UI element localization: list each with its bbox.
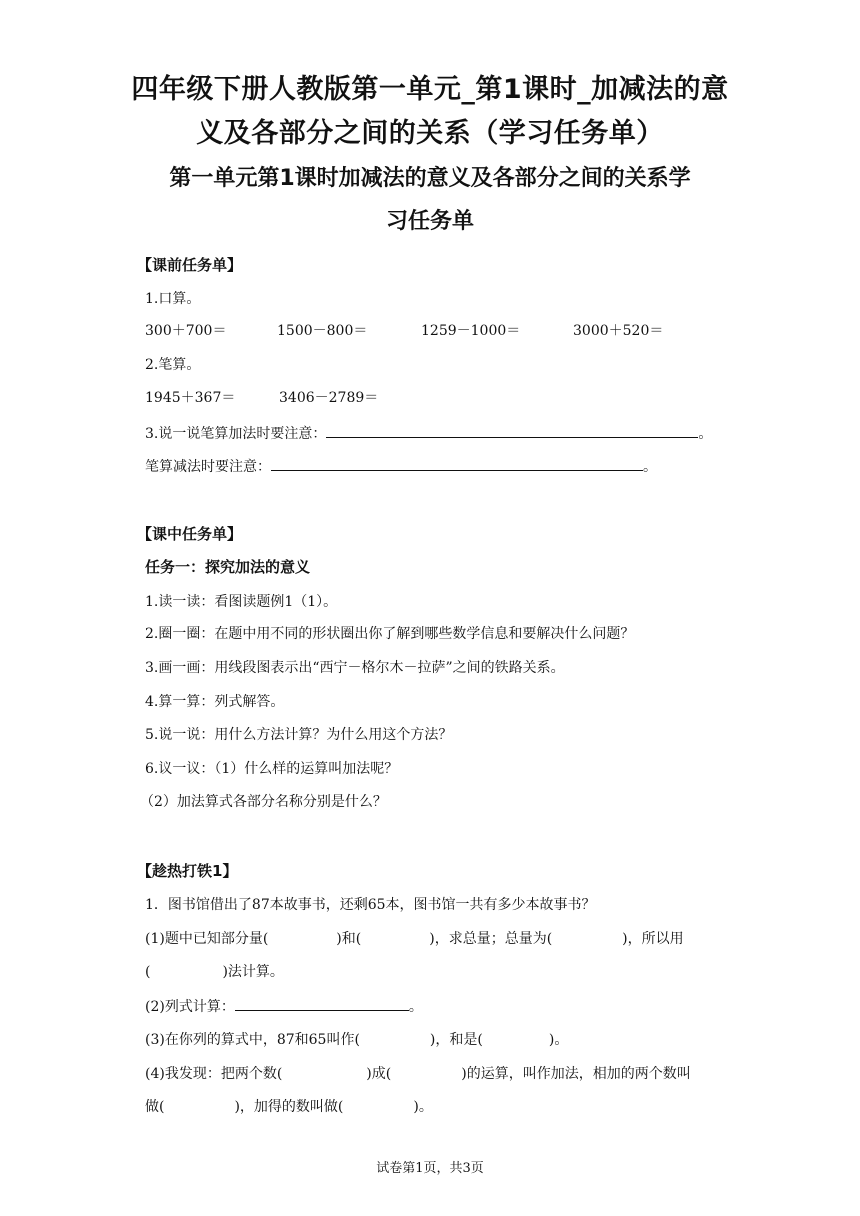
practice-step-4-cont bbox=[145, 1097, 433, 1117]
q3-prefix: 3.说一说笔算加法时要注意： bbox=[145, 426, 327, 442]
subtitle-line-2: 习任务单 bbox=[385, 209, 474, 234]
step4-text-a: (4)我发现：把两个数( bbox=[145, 1066, 283, 1082]
step1-text-e: ( bbox=[145, 964, 151, 980]
q3-addition-note bbox=[145, 423, 712, 444]
in-class-item-4: 4.算一算：列式解答。 bbox=[145, 694, 285, 710]
pre-class-heading: 【课前任务单】 bbox=[137, 256, 243, 274]
practice-step-2 bbox=[145, 996, 423, 1017]
subtraction-note-blank[interactable] bbox=[271, 456, 643, 471]
page-footer: 试卷第1页，共3页 bbox=[376, 1161, 484, 1176]
step2-text-b: 。 bbox=[408, 999, 423, 1015]
step4-text-c: )的运算，叫作加法，相加的两个数叫 bbox=[461, 1066, 691, 1082]
step3-text-c: )。 bbox=[548, 1032, 569, 1048]
in-class-item-6: 6.议一议：（1）什么样的运算叫加法呢？ bbox=[145, 761, 399, 777]
q2-label: 2.笔算。 bbox=[145, 357, 201, 373]
mental-calc-item-2: 1500－800＝ bbox=[277, 323, 368, 339]
in-class-item-1: 1.读一读：看图读题例1（1）。 bbox=[145, 594, 338, 610]
step1-text-a: (1)题中已知部分量( bbox=[145, 931, 269, 947]
in-class-item-5: 5.说一说：用什么方法计算？为什么用这个方法？ bbox=[145, 727, 453, 743]
mental-calc-item-4: 3000＋520＝ bbox=[573, 323, 664, 339]
q3-subtraction-note bbox=[145, 456, 657, 477]
subtitle-line-1: 第一单元第1课时加减法的意义及各部分之间的关系学 bbox=[169, 166, 691, 191]
in-class-item-7: （2）加法算式各部分名称分别是什么？ bbox=[140, 794, 387, 810]
step4-text-b: )成( bbox=[366, 1066, 392, 1082]
page-title-line-2: 义及各部分之间的关系（学习任务单） bbox=[196, 118, 664, 149]
step3-text-a: (3)在你列的算式中，87和65叫作( bbox=[145, 1032, 360, 1048]
step1-text-d: )，所以用 bbox=[622, 931, 684, 947]
step4-text-d: 做( bbox=[145, 1099, 165, 1115]
practice-step-3 bbox=[145, 1030, 568, 1050]
page-title-line-1: 四年级下册人教版第一单元_第1课时_加减法的意 bbox=[131, 74, 729, 105]
step1-text-c: )，求总量；总量为( bbox=[429, 931, 553, 947]
q3b-prefix: 笔算减法时要注意： bbox=[145, 459, 271, 475]
q1-label: 1.口算。 bbox=[145, 291, 201, 307]
step4-text-e: )，加得的数叫做( bbox=[234, 1099, 344, 1115]
task-1-title: 任务一：探究加法的意义 bbox=[145, 558, 311, 576]
mental-calc-item-1: 300＋700＝ bbox=[145, 323, 227, 339]
step2-text-a: (2)列式计算： bbox=[145, 999, 235, 1015]
mental-calc-item-3: 1259－1000＝ bbox=[421, 323, 521, 339]
practice-step-1 bbox=[145, 929, 684, 949]
step1-text-f: )法计算。 bbox=[222, 964, 284, 980]
practice-step-4 bbox=[145, 1064, 691, 1084]
written-calc-item-1: 1945＋367＝ bbox=[145, 390, 236, 406]
addition-note-blank[interactable] bbox=[326, 423, 698, 438]
step3-text-b: )，和是( bbox=[429, 1032, 483, 1048]
step2-blank[interactable] bbox=[235, 996, 409, 1011]
in-class-heading: 【课中任务单】 bbox=[137, 525, 243, 543]
step1-text-b: )和( bbox=[336, 931, 362, 947]
q3b-suffix: 。 bbox=[643, 459, 657, 475]
q3-suffix: 。 bbox=[698, 426, 713, 442]
practice-heading: 【趁热打铁1】 bbox=[137, 862, 238, 880]
practice-step-1-cont bbox=[145, 962, 284, 982]
step4-text-f: )。 bbox=[413, 1099, 433, 1115]
written-calc-item-2: 3406－2789＝ bbox=[279, 390, 379, 406]
practice-question-1: 1．图书馆借出了87本故事书，还剩65本，图书馆一共有多少本故事书？ bbox=[145, 897, 596, 913]
in-class-item-3: 3.画一画：用线段图表示出“西宁－格尔木－拉萨”之间的铁路关系。 bbox=[145, 660, 565, 676]
in-class-item-2: 2.圈一圈：在题中用不同的形状圈出你了解到哪些数学信息和要解决什么问题？ bbox=[145, 626, 635, 642]
